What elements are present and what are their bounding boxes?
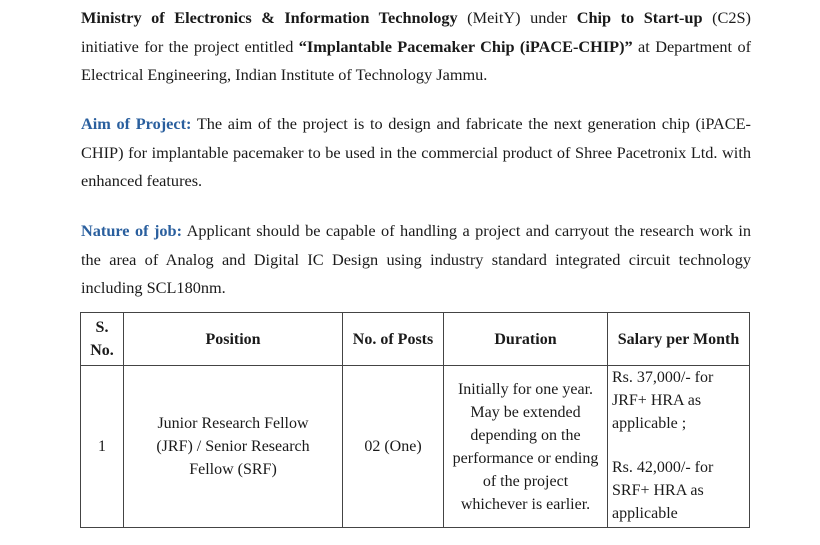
nature-paragraph [81,217,751,303]
header-sno: S. No. [81,313,124,366]
header-duration: Duration [444,313,608,366]
table-header [81,313,750,366]
cell-position: Junior Research Fellow (JRF) / Senior Research Fellow (SRF) [124,366,343,528]
cell-duration: Initially for one year. May be extended depending on the performance or ending of the project whichever is earlier. [444,366,608,528]
intro-paragraph [81,4,751,90]
aim-paragraph [81,110,751,196]
nature-text: Applicant should be capable of handling a project and carryout the research work in the area of Analog and Digital IC Design using industry standard integrated circuit technology including SCL180nm. [81,221,751,297]
header-salary: Salary per Month [608,313,750,366]
text: (C2S) initiative for the project entitled [81,8,751,56]
header-position: Position [124,313,343,366]
nature-label: Nature of job: [81,221,183,240]
initiative-name: Chip to Start-up [576,8,703,27]
project-title: “Implantable Pacemaker Chip (iPACE-CHIP)” [298,36,633,56]
header-posts: No. of Posts [343,313,444,366]
cell-posts: 02 (One) [343,366,444,528]
ministry-name: Ministry of Electronics & Information Technology [81,8,458,27]
text: (MeitY) under [457,8,577,27]
cell-salary [608,366,750,528]
positions-table [80,312,750,528]
salary-srf: Rs. 42,000/- for SRF+ HRA as applicable [612,459,714,522]
cell-sno: 1 [81,366,124,528]
salary-jrf: Rs. 37,000/- for JRF+ HRA as applicable ; [612,369,714,432]
aim-label: Aim of Project: [81,114,192,133]
table-row [81,366,750,528]
aim-text: The aim of the project is to design and fabricate the next generation chip (iPACE-CHIP) for implantable pacemaker to be used in the commercial product of Shree Pacetronix Ltd. with enhanced features. [81,114,751,190]
text: at Department of Electrical Engineering, Indian Institute of Technology Jammu. [81,36,752,84]
